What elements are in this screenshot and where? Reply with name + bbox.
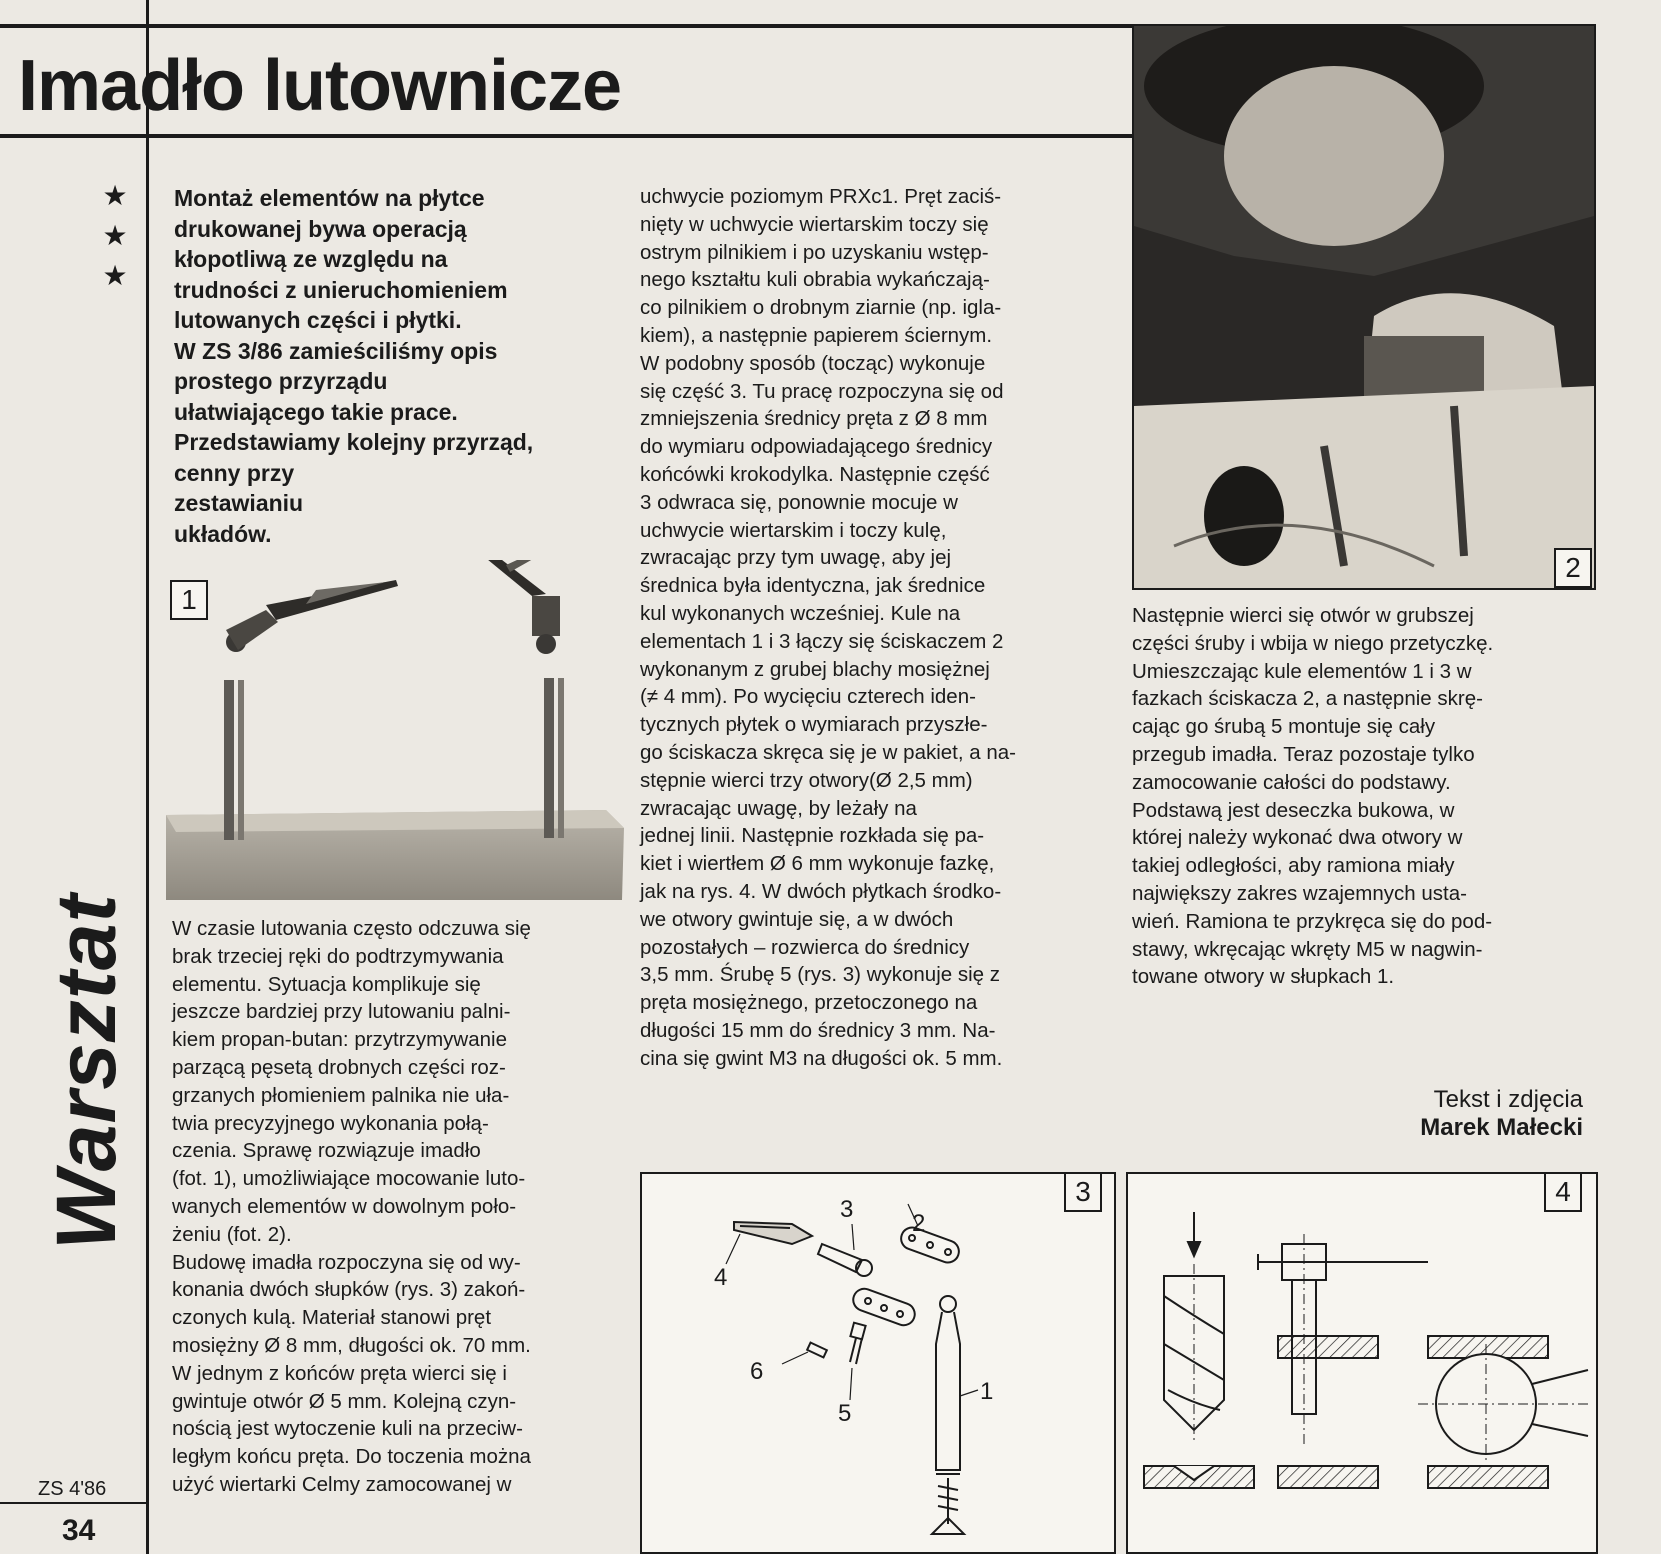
- figure-2-photo: [1132, 24, 1596, 590]
- credit-author: Marek Małecki: [1420, 1114, 1583, 1141]
- text-line: uchwycie wiertarskim i toczy kulę,: [640, 518, 947, 542]
- text-line: wykonanym z grubej blachy mosiężnej: [640, 657, 990, 681]
- text-line: go ściskacza skręca się je w pakiet, a na-: [640, 740, 1016, 764]
- right-joint: [532, 596, 560, 636]
- text-line: tycznych płytek o wymiarach przyszłe-: [640, 713, 988, 737]
- left-clip: [266, 580, 398, 620]
- text-line: zwracając przy tym uwagę, aby jej: [640, 546, 952, 570]
- lead-line: lutowanych części i płytki.: [174, 307, 462, 333]
- lead-line: ułatwiającego takie prace.: [174, 398, 458, 425]
- text-line: Podstawą jest deseczka bukowa, w: [1132, 798, 1455, 822]
- figure-3-drawing: [640, 1172, 1116, 1554]
- text-line: zmniejszenia średnicy pręta z Ø 8 mm: [640, 407, 988, 431]
- issue-rule: [0, 1502, 146, 1504]
- text-line: stępnie wierci trzy otwory(Ø 2,5 mm): [640, 768, 973, 792]
- page-margin-rule: [146, 0, 149, 1554]
- text-line: końcówki krokodylka. Następnie część: [640, 462, 990, 486]
- text-line: pozostałych – rozwierca do średnicy: [640, 935, 970, 959]
- text-line: we otwory gwintuje się, a w dwóch: [640, 907, 954, 931]
- part-2-plate: [898, 1224, 962, 1265]
- part-label-3: 3: [840, 1196, 854, 1223]
- vise-illustration: [166, 560, 626, 900]
- figure-2-label: 2: [1554, 548, 1592, 588]
- text-line: elementach 1 i 3 łączy się ściskaczem 2: [640, 629, 1004, 653]
- text-line: nego kształtu kuli obrabia wykańczają-: [640, 268, 990, 292]
- text-line: 3 odwraca się, ponownie mocuje w: [640, 490, 958, 514]
- text-line: zamocowanie całości do podstawy.: [1132, 770, 1451, 794]
- text-line: W jednym z końców pręta wierci się i: [172, 1361, 507, 1385]
- text-line: żeniu (fot. 2).: [172, 1222, 292, 1246]
- part-label-5: 5: [838, 1400, 852, 1427]
- text-line: cina się gwint M3 na długości ok. 5 mm.: [640, 1046, 1003, 1070]
- lead-line: Montaż elementów na płytce: [174, 185, 485, 211]
- text-line: kul wykonanych wcześniej. Kule na: [640, 601, 961, 625]
- lead-line: zestawianiu: [174, 490, 304, 516]
- credit-label: Tekst i zdjęcia: [1433, 1086, 1583, 1113]
- cross-section-drawing: [1128, 1174, 1596, 1552]
- text-line: kiem propan-butan: przytrzymywanie: [172, 1028, 507, 1052]
- lead-line: prostego przyrządu: [174, 368, 388, 394]
- text-line: grzanych płomieniem palnika nie uła-: [172, 1083, 510, 1107]
- star-icon: ★: [102, 220, 128, 251]
- part-1-ball: [940, 1296, 956, 1312]
- text-line: W podobny sposób (tocząc) wykonuje: [640, 351, 986, 375]
- text-line: do wymiaru odpowiadającego średnicy: [640, 435, 993, 459]
- text-line: średnica była identyczna, jak średnice: [640, 574, 986, 598]
- text-line: co pilnikiem o drobnym ziarnie (np. igla-: [640, 296, 1002, 320]
- credit: [1420, 1086, 1583, 1142]
- text-line: czenia. Sprawę rozwiązuje imadło: [172, 1139, 481, 1163]
- star-icon: ★: [102, 180, 128, 211]
- text-line: W czasie lutowania często odczuwa się: [172, 917, 531, 940]
- text-line: stawy, wkręcając wkręty M5 w nagwin-: [1132, 937, 1483, 961]
- text-line: czonych kulą. Materiał stanowi pręt: [172, 1306, 492, 1330]
- upper-plate: [1278, 1336, 1378, 1358]
- title-rule-bottom: [0, 134, 1140, 138]
- face: [1224, 66, 1444, 246]
- text-line: 3,5 mm. Śrubę 5 (rys. 3) wykonuje się z: [640, 963, 1001, 987]
- figure-4-label: 4: [1544, 1172, 1582, 1212]
- text-line: której należy wykonać dwa otwory w: [1132, 826, 1463, 850]
- text-line: największy zakres wzajemnych usta-: [1132, 881, 1467, 905]
- lead-paragraph: [174, 183, 644, 549]
- text-line: zwracając uwagę, by leżały na: [640, 796, 917, 820]
- issue-label: ZS 4'86: [38, 1478, 107, 1500]
- text-line: się część 3. Tu pracę rozpoczyna się od: [640, 379, 1004, 403]
- lead-line: układów.: [174, 520, 272, 547]
- text-line: parzącą pęsetą drobnych części roz-: [172, 1055, 506, 1079]
- part-2-plate-lower: [850, 1286, 918, 1329]
- text-line: elementu. Sytuacja komplikuje się: [172, 972, 481, 996]
- part-label-4: 4: [714, 1264, 728, 1291]
- text-line: Następnie wierci się otwór w grubszej: [1132, 604, 1474, 627]
- right-post: [544, 678, 554, 838]
- text-line: cając go śrubą 5 montuje się cały: [1132, 715, 1436, 739]
- part-5-screw: [850, 1323, 865, 1340]
- text-line: ostrym pilnikiem i po uzyskaniu wstęp-: [640, 240, 989, 264]
- text-line: Budowę imadła rozpoczyna się od wy-: [172, 1250, 521, 1274]
- text-line: towane otwory w słupkach 1.: [1132, 965, 1395, 989]
- text-line: przegub imadła. Teraz pozostaje tylko: [1132, 742, 1475, 766]
- text-line: kiem), a następnie papierem ściernym.: [640, 323, 993, 347]
- table: [1134, 386, 1594, 588]
- text-line: brak trzeciej ręki do podtrzymywania: [172, 944, 504, 968]
- article-title: Imadło lutownicze: [18, 46, 622, 126]
- difficulty-stars: [100, 176, 130, 296]
- text-line: jak na rys. 4. W dwóch płytkach środko-: [640, 879, 1002, 903]
- text-line: pręta mosiężnego, przetoczonego na: [640, 991, 978, 1015]
- star-icon: ★: [102, 260, 128, 291]
- section-label: Warsztat: [39, 893, 133, 1250]
- part-label-1: 1: [980, 1378, 994, 1405]
- text-line: kiet i wiertłem Ø 6 mm wykonuje fazkę,: [640, 852, 995, 876]
- lead-line: drukowanej bywa operacją: [174, 215, 467, 242]
- text-line: fazkach ściskacza 2, a następnie skrę-: [1132, 687, 1483, 711]
- workshop-photo-illustration: [1134, 26, 1594, 588]
- text-line: (fot. 1), umożliwiające mocowanie luto-: [172, 1167, 526, 1191]
- part-label-2: 2: [912, 1210, 926, 1237]
- body-column-1: [172, 915, 622, 1499]
- left-post: [224, 680, 234, 840]
- text-line: Umieszczając kule elementów 1 i 3 w: [1132, 659, 1472, 683]
- figure-4-drawing: [1126, 1172, 1598, 1554]
- text-line: nięty w uchwycie wiertarskim toczy się: [640, 212, 989, 236]
- text-line: długości 15 mm do średnicy 3 mm. Na-: [640, 1018, 996, 1042]
- text-line: jednej linii. Następnie rozkłada się pa-: [640, 824, 985, 848]
- title-rule-top: [0, 24, 1140, 28]
- exploded-view-drawing: [642, 1174, 1114, 1552]
- text-line: twia precyzyjnego wykonania połą-: [172, 1111, 489, 1135]
- lead-line: W ZS 3/86 zamieściliśmy opis: [174, 337, 498, 364]
- part-label-6: 6: [750, 1358, 764, 1385]
- text-line: (≠ 4 mm). Po wycięciu czterech iden-: [640, 685, 976, 709]
- text-line: wień. Ramiona te przykręca się do pod-: [1132, 909, 1493, 933]
- text-line: nością jest wytoczenie kuli na przeciw-: [172, 1417, 523, 1441]
- body-column-3: [1132, 602, 1602, 991]
- text-line: konania dwóch słupków (rys. 3) zakoń-: [172, 1278, 526, 1302]
- text-line: jeszcze bardziej przy lutowaniu palni-: [172, 1000, 511, 1024]
- lead-line: Przedstawiamy kolejny przyrząd,: [174, 429, 534, 455]
- text-line: wanych elementów w dowolnym poło-: [172, 1194, 517, 1218]
- text-line: użyć wiertarki Celmy zamocowanej w: [172, 1472, 512, 1496]
- figure-1-label: 1: [170, 580, 208, 620]
- lead-line: kłopotliwą ze względu na: [174, 246, 448, 272]
- text-line: części śruby i wbija w niego przetyczkę.: [1132, 631, 1494, 655]
- lead-line: trudności z unieruchomieniem: [174, 276, 508, 303]
- part-1-post: [936, 1312, 960, 1470]
- page-number: 34: [62, 1514, 96, 1547]
- figure-1-photo: [166, 560, 626, 900]
- lead-line: cenny przy: [174, 459, 295, 486]
- body-column-2: [640, 183, 1110, 1073]
- text-line: gwintuje otwór Ø 5 mm. Kolejną czyn-: [172, 1389, 517, 1413]
- text-line: mosiężny Ø 8 mm, długości ok. 70 mm.: [172, 1333, 531, 1357]
- figure-3-label: 3: [1064, 1172, 1102, 1212]
- part-6-pin: [807, 1343, 827, 1358]
- circuit-board: [1364, 336, 1484, 396]
- text-line: uchwycie poziomym PRXc1. Pręt zaciś-: [640, 185, 1002, 208]
- text-line: takiej odległości, aby ramiona miały: [1132, 854, 1455, 878]
- text-line: ległym końcu pręta. Do toczenia można: [172, 1445, 531, 1469]
